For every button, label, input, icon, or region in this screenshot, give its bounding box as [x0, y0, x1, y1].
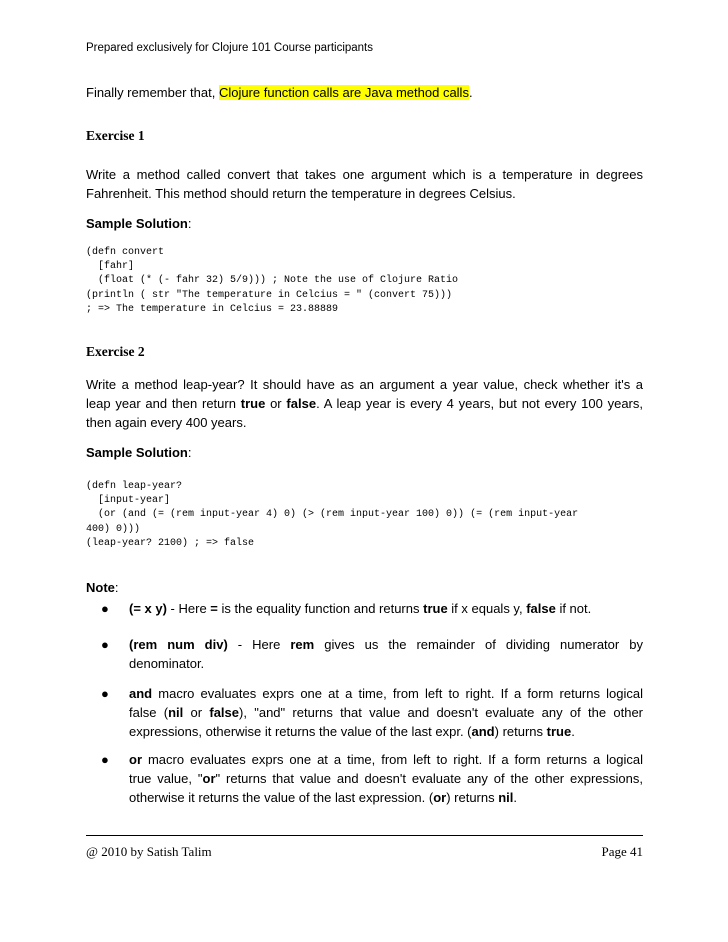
- intro-suffix: .: [468, 85, 473, 100]
- note-item-4-line-3: [129, 788, 643, 807]
- code-line: (defn convert: [86, 247, 165, 258]
- text-run: - Here: [166, 601, 211, 616]
- page-header: Prepared exclusively for Clojure 101 Course participants: [86, 42, 374, 54]
- bold-run: nil: [168, 705, 184, 720]
- code-line: ; => The temperature in Celcius = 23.88889: [86, 303, 339, 315]
- bold-run: or: [433, 790, 447, 805]
- text-run: " returns that value and doesn't evaluate any of the other expressions,: [215, 771, 643, 786]
- bold-run: or: [129, 752, 142, 767]
- bold-true: true: [240, 396, 266, 411]
- text-run: ) returns: [494, 724, 547, 739]
- bold-run: nil: [498, 790, 514, 805]
- text-run: if not.: [555, 601, 592, 616]
- code-line: [fahr]: [86, 261, 135, 273]
- text-run: .: [513, 790, 518, 805]
- bold-run: =: [210, 601, 218, 616]
- code-line: 400) 0))): [86, 523, 141, 535]
- bold-run: (= x y): [129, 601, 167, 616]
- code-line: (or (and (= (rem input-year 4) 0) (> (rem input-year 100) 0)) (= (rem input-year: [86, 509, 579, 521]
- text-run: if x equals y,: [447, 601, 527, 616]
- text-run: macro evaluates exprs one at a time, from left to right. If a form returns logical: [152, 686, 643, 701]
- sample-label-colon: :: [187, 216, 192, 231]
- intro-prefix: Finally remember that,: [86, 85, 219, 100]
- text-run: ) returns: [446, 790, 499, 805]
- text-run: .: [571, 724, 575, 739]
- exercise-1-sample-label: [86, 216, 191, 231]
- exercise-1-heading: Exercise 1: [86, 128, 145, 143]
- text-run: - Here: [227, 637, 291, 652]
- bullet-icon: ●: [101, 752, 109, 767]
- note-item-3-line-3: [129, 722, 643, 741]
- footer-page-number: Page 41: [601, 844, 643, 859]
- bold-run: true: [423, 601, 448, 616]
- note-item-4-line-2: [129, 769, 643, 788]
- footer-copyright: @ 2010 by Satish Talim: [86, 844, 212, 859]
- bold-run: false: [209, 705, 240, 720]
- exercise-2-description: [86, 375, 643, 432]
- note-item-4: [129, 750, 643, 807]
- footer-divider: [86, 835, 643, 836]
- exercise-2-line-3: then again every 400 years.: [86, 415, 247, 430]
- text-run: . A leap year is every 4 years, but not every 100 years,: [316, 396, 643, 411]
- text-run: or: [265, 396, 287, 411]
- code-line: (defn leap-year?: [86, 481, 183, 492]
- sample-label-colon: :: [187, 445, 192, 460]
- note-item-4-line-1: [129, 750, 643, 769]
- sample-label-text: Sample Solution: [86, 445, 188, 460]
- note-item-2: [129, 635, 643, 673]
- exercise-2-line-2: [86, 394, 643, 413]
- bold-run: rem: [290, 637, 315, 652]
- note-colon: :: [114, 580, 119, 595]
- text-run: or: [183, 705, 210, 720]
- text-run: ), "and" returns that value and doesn't evaluate any of the other: [239, 705, 644, 720]
- exercise-2-line-1: Write a method leap-year? It should have as an argument a year value, check whether it's a: [86, 377, 643, 392]
- code-line: [input-year]: [86, 495, 171, 507]
- bold-false: false: [286, 396, 317, 411]
- bold-run: false: [526, 601, 556, 616]
- sample-label-text: Sample Solution: [86, 216, 188, 231]
- exercise-2-code: [86, 480, 578, 551]
- exercise-1-code: [86, 246, 458, 317]
- text-run: gives us the remainder of dividing numerator by: [314, 637, 643, 652]
- bold-run: (rem num div): [129, 637, 228, 652]
- text-run: macro evaluates exprs one at a time, from left to right. If a form returns a logical: [142, 752, 643, 767]
- note-item-3: [129, 684, 643, 741]
- text-run: leap year and then return: [86, 396, 241, 411]
- code-line: (float (* (- fahr 32) 5/9))) ; Note the use of Clojure Ratio: [86, 275, 459, 287]
- bullet-icon: ●: [101, 686, 109, 701]
- bullet-icon: ●: [101, 637, 109, 652]
- note-item-3-line-1: [129, 684, 643, 703]
- code-line: (leap-year? 2100) ; => false: [86, 537, 255, 549]
- text-run: true value, ": [129, 771, 203, 786]
- exercise-1-line-1: Write a method called convert that takes one argument which is a temperature in degrees: [86, 167, 643, 182]
- text-run: is the equality function and returns: [217, 601, 424, 616]
- note-heading: [86, 580, 119, 595]
- note-heading-text: Note: [86, 580, 115, 595]
- exercise-1-description: [86, 165, 643, 203]
- exercise-2-sample-label: [86, 445, 191, 460]
- text-run: otherwise it returns the value of the last expression. (: [129, 790, 434, 805]
- code-line: (println ( str "The temperature in Celcius = " (convert 75))): [86, 289, 453, 301]
- exercise-1-line-2: Fahrenheit. This method should return the temperature in degrees Celsius.: [86, 186, 516, 201]
- exercise-2-heading: Exercise 2: [86, 344, 145, 359]
- note-item-3-line-2: [129, 703, 643, 722]
- bold-run: or: [202, 771, 216, 786]
- bold-run: true: [546, 724, 572, 739]
- bold-run: and: [471, 724, 495, 739]
- bold-run: and: [129, 686, 153, 701]
- text-run: false (: [129, 705, 169, 720]
- note-item-2-line-2: denominator.: [129, 656, 205, 671]
- note-item-1: [129, 599, 643, 618]
- text-run: expressions, otherwise it returns the value of the last expr. (: [129, 724, 472, 739]
- intro-paragraph: [86, 85, 473, 100]
- note-item-1-line-1: [129, 599, 643, 618]
- note-item-2-line-1: [129, 635, 643, 654]
- intro-highlight: Clojure function calls are Java method calls: [218, 85, 469, 100]
- bullet-icon: ●: [101, 601, 109, 616]
